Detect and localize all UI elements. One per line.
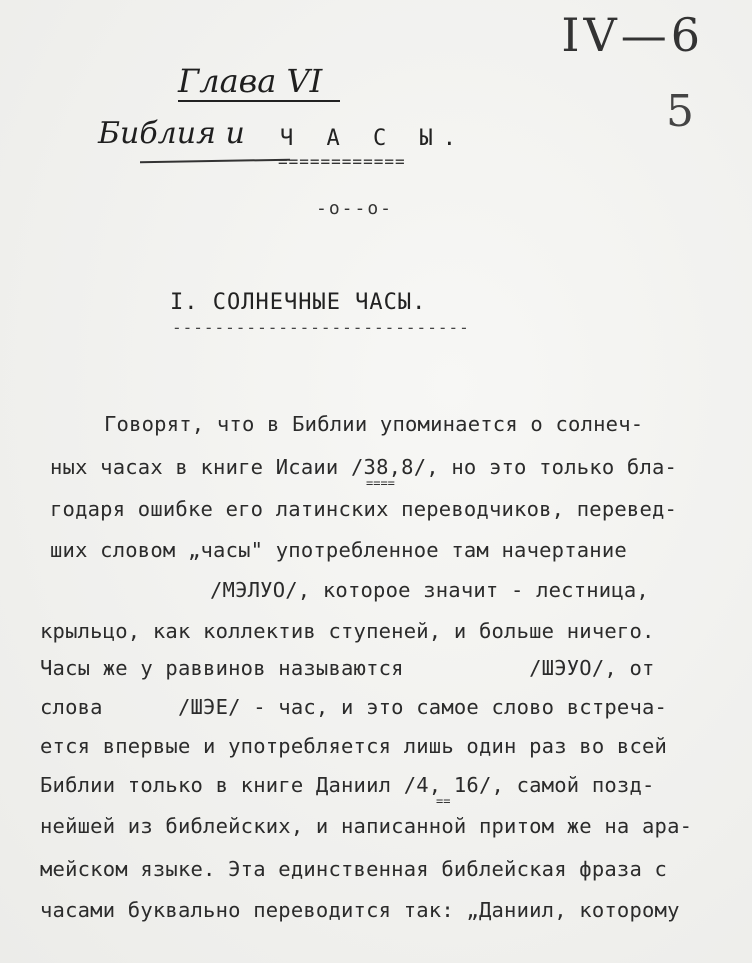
body-line: Часы же у раввинов называются /ШЭУО/, от <box>40 656 655 680</box>
body-line: крыльцо, как коллектив ступеней, и больше ничего. <box>40 619 655 643</box>
reference-underline-mark: == <box>436 794 451 808</box>
chapter-underline <box>178 100 340 102</box>
title-handwritten: Библия и <box>98 116 245 151</box>
body-line: ших словом „часы" употребленное там начертание <box>50 538 627 562</box>
body-line: ется впервые и употребляется лишь один раз во всей <box>40 734 668 758</box>
body-line: нейшей из библейских, и написанной притом же на ара- <box>40 814 693 838</box>
body-line: ных часах в книге Исаии /38,8/, но это только бла- <box>50 455 678 479</box>
reference-underline-mark: ==== <box>366 476 395 490</box>
title-double-rule: ============ <box>278 152 406 171</box>
body-line: часами буквально переводится так: „Даниил, которому <box>40 898 680 922</box>
ornament-divider: -o--o- <box>316 198 394 219</box>
body-line: Говорят, что в Библии упоминается о солнеч- <box>104 412 644 436</box>
title-handwritten-underline <box>140 159 290 164</box>
body-line: мейском языке. Эта единственная библейская фраза с <box>40 857 668 881</box>
body-line: /МЭЛУО/, которое значит - лестница, <box>210 578 649 602</box>
body-line: годаря ошибке его латинских переводчиков, перевед- <box>50 497 678 521</box>
typed-title: Ч А С Ы. <box>280 126 466 151</box>
section-title: I. СОЛНЕЧНЫЕ ЧАСЫ. <box>170 290 427 315</box>
chapter-heading-handwritten: Глава VI <box>178 62 323 100</box>
body-line: слова /ШЭЕ/ - час, и это самое слово встреча- <box>40 695 668 719</box>
body-line: Библии только в книге Даниил /4, 16/, самой позд- <box>40 773 655 797</box>
archive-reference-annotation: IV—6 <box>561 8 704 62</box>
section-rule: ---------------------------- <box>172 318 470 337</box>
page-number-annotation: 5 <box>666 86 694 137</box>
